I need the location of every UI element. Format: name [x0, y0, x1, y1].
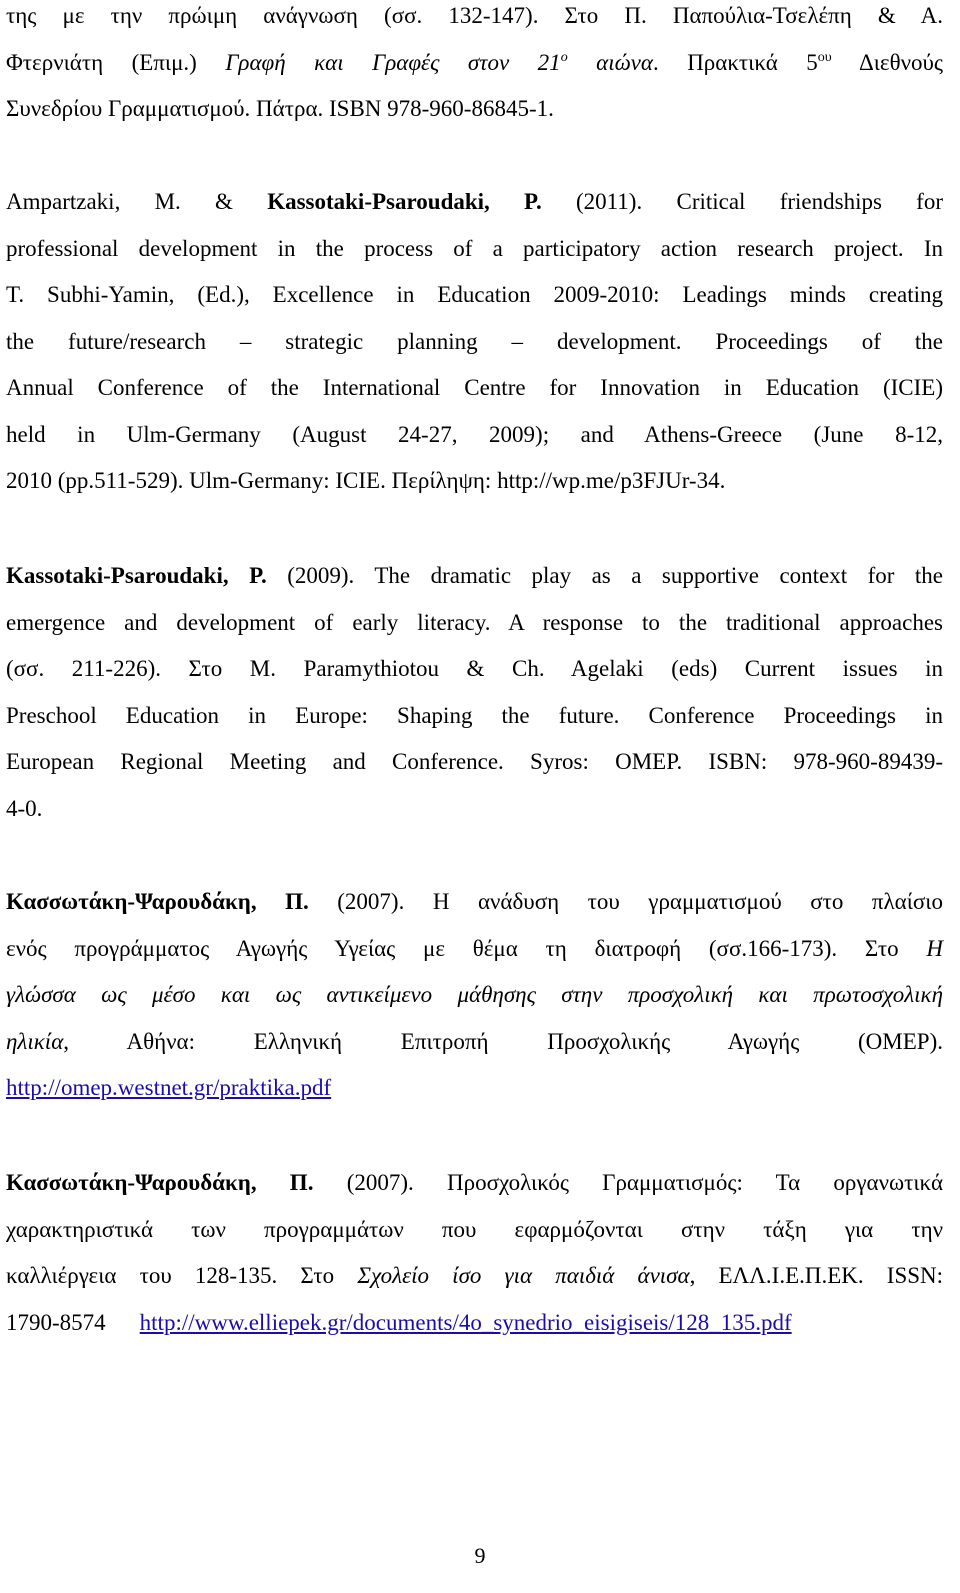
author-name: Kassotaki-Psaroudaki, P. [267, 189, 542, 214]
reference-line: Κασσωτάκη-Ψαρουδάκη, Π. (2007). Η ανάδυση του γραμματισμού στο πλαίσιο [6, 889, 943, 914]
reference-entry [6, 888, 943, 1121]
reference-line: 1790-8574 http://www.elliepek.gr/documents/4o_synedrio_eisigiseis/128_135.pdf [6, 1309, 792, 1335]
author-name: Kassotaki-Psaroudaki, P. [6, 563, 267, 588]
reference-line: Φτερνιάτη (Επιμ.) Γραφή και Γραφές στον $21^o$ αιώνα. Πρακτικά $5^{o\upsilon}$ Διεθνούς [6, 49, 943, 75]
reference-line: ενός προγράμματος Αγωγής Υγείας με θέμα τη διατροφή (σσ.166-173). Στο Η [6, 935, 944, 961]
reference-link[interactable]: http://omep.westnet.gr/praktika.pdf [6, 1075, 332, 1100]
reference-line: European Regional Meeting and Conference. Syros: OMEP. ISBN: 978-960-89439- [6, 749, 943, 774]
reference-line: γλώσσα ως μέσο και ως αντικείμενο μάθησης στην προσχολική και πρωτοσχολική [6, 982, 943, 1007]
author-name: Κασσωτάκη-Ψαρουδάκη, Π. [6, 889, 309, 914]
reference-line: T. Subhi-Yamin, (Ed.), Excellence in Education 2009-2010: Leadings minds creating [6, 282, 943, 307]
reference-line [6, 1074, 943, 1121]
reference-entry [6, 1169, 943, 1355]
reference-entry [6, 562, 943, 841]
reference-line: professional development in the process of a participatory action research project. In [6, 235, 943, 261]
reference-line: Ampartzaki, M. & Kassotaki-Psaroudaki, P. (2011). Critical friendships for [6, 189, 943, 214]
reference-line: Kassotaki-Psaroudaki, P. (2009). The dramatic play as a supportive context for the [6, 563, 943, 588]
page-number: 9 [474, 1543, 486, 1568]
book-title: Γραφή και Γραφές στον $21^o$ αιώνα [225, 49, 653, 75]
reference-line: 2010 (pp.511-529). Ulm-Germany: ICIE. Περίληψη: http://wp.me/p3FJUr-34. [6, 468, 726, 493]
reference-line: Preschool Education in Europe: Shaping the future. Conference Proceedings in [6, 702, 943, 728]
reference-line: χαρακτηριστικά των προγραμμάτων που εφαρμόζονται στην τάξη για την [6, 1216, 943, 1242]
reference-line: Συνεδρίου Γραμματισμού. Πάτρα. ISBN 978-960-86845-1. [6, 96, 554, 121]
reference-entry [6, 188, 943, 514]
reference-line: emergence and development of early literacy. A response to the traditional approaches [6, 609, 943, 635]
reference-line: Κασσωτάκη-Ψαρουδάκη, Π. (2007). Προσχολικός Γραμματισμός: Τα οργανωτικά [6, 1170, 943, 1195]
reference-line: 4-0. [6, 795, 43, 821]
reference-line: καλλιέργεια του 128-135. Στο Σχολείο ίσο για παιδιά άνισα, ΕΛΛ.Ι.Ε.Π.ΕΚ. ISSN: [6, 1263, 944, 1288]
reference-line: held in Ulm-Germany (August 24-27, 2009); and Athens-Greece (June 8-12, [6, 421, 943, 447]
reference-line: (σσ. 211-226). Στο Μ. Paramythiotou & Ch. Agelaki (eds) Current issues in [6, 656, 943, 681]
reference-line: ηλικία, Αθήνα: Ελληνική Επιτροπή Προσχολικής Αγωγής (ΟΜΕΡ). [6, 1028, 943, 1054]
reference-line: της με την πρώιμη ανάγνωση (σσ. 132-147). Στο Π. Παπούλια-Τσελέπη & Α. [6, 3, 943, 28]
reference-line: Annual Conference of the International Centre for Innovation in Education (ICIE) [6, 375, 943, 400]
author-name: Κασσωτάκη-Ψαρουδάκη, Π. [6, 1170, 314, 1195]
reference-link[interactable]: http://www.elliepek.gr/documents/4o_synedrio_eisigiseis/128_135.pdf [139, 1309, 792, 1335]
reference-line: the future/research – strategic planning – development. Proceedings of the [6, 328, 943, 354]
reference-entry [6, 2, 943, 142]
